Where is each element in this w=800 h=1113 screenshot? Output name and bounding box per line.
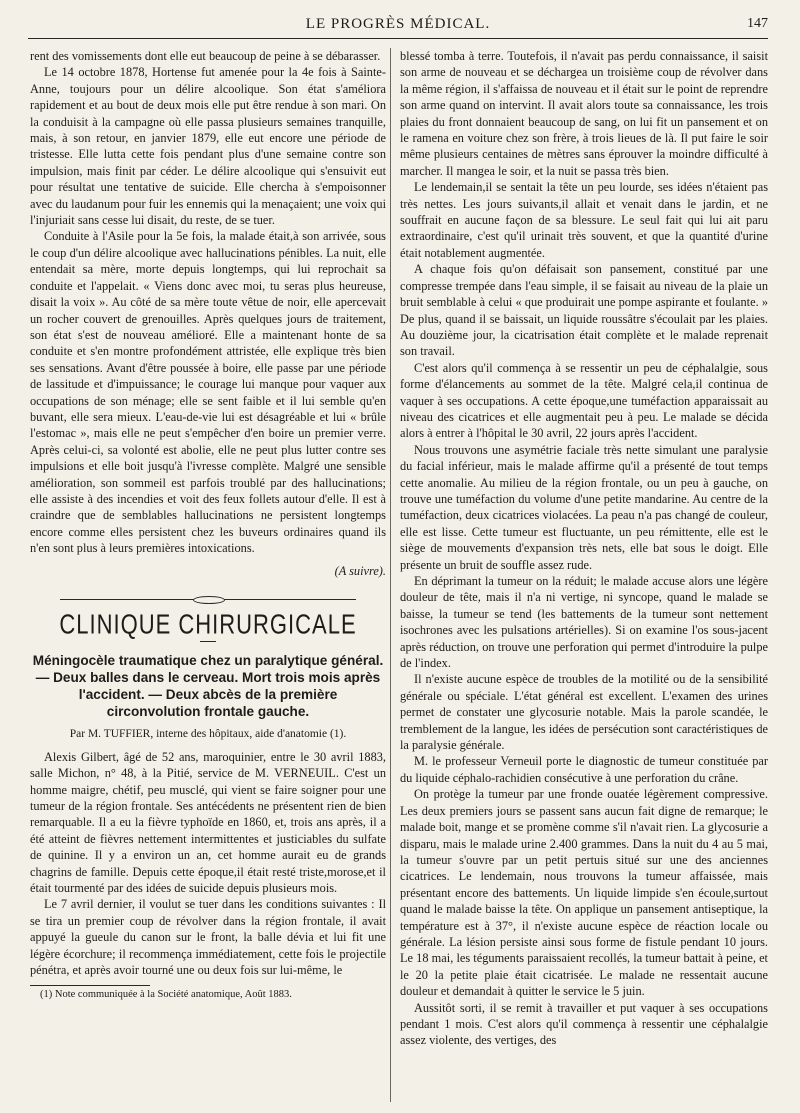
paragraph: Il n'existe aucune espèce de troubles de la motilité ou de la sensibilité générale ou spéciale. L'état général est excellent. L'examen des urines permet de constater une glycosurie notable. Mais la parole scandée, le tremblement de la langue, les idées de persécution sont caractéristiques de la paralysie générale. [400, 672, 768, 753]
journal-title: LE PROGRÈS MÉDICAL. [305, 16, 491, 32]
paragraph: Le 7 avril dernier, il voulut se tuer dans les conditions suivantes : Il se tira un premier coup de révolver dans la région frontale, il avait appuyé la gueule du canon sur le front, la balle dévia et lui fit une légère écorchure; il recommença immédiatement, cette fois le projectile pénétra, et après avoir tourné une ou deux fois sur lui-même, le [30, 897, 386, 978]
right-column [400, 48, 768, 1049]
left-column [30, 48, 386, 1001]
paragraph: A chaque fois qu'on défaisait son pansement, constitué par une compresse trempée dans l'eau simple, il se faisait au niveau de la plaie un bruit semblable à celui « que produirait une pompe aspirante et foulante. » De plus, quand il se baissait, un liquide roussâtre s'écoulait par les plaies. Au douzième jour, la cicatrisation était complète et le malade reprenait son travail. [400, 262, 768, 359]
paragraph: rent des vomissements dont elle eut beaucoup de peine à se débarasser. [30, 49, 381, 63]
running-header [28, 14, 768, 39]
paragraph: Nous trouvons une asymétrie faciale très nette simulant une paralysie du facial inférieur, mais le malade affirme qu'il a présenté de tout temps cette anomalie. Au milieu de la région frontale, ou un peu à gauche, on trouve une tuméfaction du volume d'une petite mandarine. Au centre de la tuméfaction, deux cicatrices violacées. La peau n'a pas changé de couleur, elle est lisse. Cette tumeur est fluctuante, un peu rémittente, elle est le siège de mouvements d'expansion très nets, elle bat sous le doigt. Elle présente un bruit de souffle assez rude. [400, 442, 768, 572]
paragraph: On protège la tumeur par une fronde ouatée légèrement compressive. Les deux premiers jours se passent sans aucun fait digne de remarque; le malade boit, mange et se promène comme s'il n'avait rien. La glycosurie a disparu, mais le malade urine 2.400 grammes. Dans la nuit du 4 au 5 mai, la tumeur s'ouvre par un petit pertuis situé sur une des anciennes cicatrices. Le lendemain, nous trouvons la tumeur affaissée, mais présentant encore des battements. Un liquide limpide s'en écoule,surtout quand le malade baisse la tête. On applique un pansement antiseptique, la température est à 37°, il n'existe aucune espèce de réaction locale ou générale. La lésion persiste ainsi sous forme de fistule pendant 10 jours. Le 18 mai, les téguments paraissaient recollés, la tumeur battait à peine, et le 20 la petite plaie était cicatrisée. Le malade ne ressentait aucune douleur et demandait à quitter le service le 5 juin. [400, 787, 768, 999]
paragraph: C'est alors qu'il commença à se ressentir un peu de céphalalgie, sous forme d'élancements au sommet de la tête. Malgré cela,il continua de vaquer à ses occupations. A cette époque,une tuméfaction apparaissait au niveau des cicatrices et elle augmentait peu à peu. Le malade se décida alors à entrer à l'hôpital le 30 avril, 22 jours après l'accident. [400, 360, 768, 441]
continuation-note: (A suivre). [334, 563, 386, 578]
short-rule [200, 641, 216, 642]
article-title: Méningocèle traumatique chez un paralytique général. — Deux balles dans le cerveau. Mort trois mois après l'accident. — Deux abcès de la première circonvolution frontale gauche. [32, 653, 384, 720]
section-title: CLINIQUE CHIRURGICALE [59, 608, 357, 640]
paragraph: Le 14 octobre 1878, Hortense fut amenée pour la 4e fois à Sainte-Anne, toujours pour un délire alcoolique. Son état s'améliora rapidement et au bout de deux mois elle put être rendue à son mari. On la conduisit à la campagne où elle passa plusieurs semaines tranquille, mais, à son retour, en janvier 1879, elle eut encore une période de tristesse. Elle lutta cette fois pendant plus d'une semaine contre son impulsion, mais finit par céder. Le délire alcoolique qui s'ensuivit eut pour résultat une tentative de suicide. Elle chercha à s'empoisonner avec du laudanum pour fuir les ennemis qui la menaçaient; une voix qui l'injuriait sans cesse lui disait, du reste, de se tuer. [30, 65, 386, 228]
paragraph: Le lendemain,il se sentait la tête un peu lourde, ses idées n'étaient pas très nettes. Les jours suivants,il allait et venait dans le jardin, et ne souffrait en aucune façon de sa blessure. Le seul fait qui lui ait paru extraordinaire, c'est qu'il urinait très souvent, et que la quantité d'urine était notablement augmentée. [400, 180, 768, 260]
column-divider [390, 48, 391, 1102]
footnote-rule [30, 985, 150, 986]
paragraph: En déprimant la tumeur on la réduit; le malade accuse alors une légère douleur de tête, mais il n'a ni vertige, ni syncope, quand le malade se baisse, la tumeur se tend (les battements de la tumeur sont nettement isochrones avec les pulsations artérielles). Si on examine l'os sous-jacent après réduction, on trouve une perforation qui permet d'introduire la pulpe de l'index. [400, 574, 768, 671]
paragraph: M. le professeur Verneuil porte le diagnostic de tumeur constituée par du liquide céphalo-rachidien consécutive à une perforation du crâne. [400, 754, 768, 785]
paragraph: Conduite à l'Asile pour la 5e fois, la malade était,à son arrivée, sous le coup d'un délire alcoolique avec hallucinations pénibles. La nuit, elle entendait sa mère, morte depuis longtemps, qui lui reprochait sa conduite et l'appelait. « Viens donc avec moi, tu seras plus heureuse, disait la voix ». Au côté de sa mère toute vêtue de noir, elle apercevait un rocher couvert de grenouilles. Après quelques jours de traitement, son état s'est de nouveau amélioré. Elle a maintenant honte de sa conduite et s'en montre profondément attristée, elle explique très bien ses sensations. Avant d'être poussée à boire, elle passe par une période de lassitude et d'impuissance; le courage lui manque pour vaquer aux occupations de son ménage; elle se sent faible et il lui semble qu'en buvant, elle sera mieux. L'eau-de-vie lui est désagréable et lui « brûle l'estomac », mais elle ne peut s'empêcher d'en boire un premier verre. Après celui-ci, sa volonté est abolie, elle ne peut plus lutter contre ses impulsions et elle boit jusqu'à l'ivresse complète. Malgré une sensible amélioration, son sommeil est parfois troublé par des hallucinations; elle assiste à des incendies et voit des feux follets autour d'elle. Il est à craindre que de semblables hallucinations ne persistent longtemps encore comme elles persistent chez les buveurs ordinaires quand ils n'en sont plus à leurs premières intoxications. [30, 229, 386, 556]
byline: Par M. TUFFIER, interne des hôpitaux, aide d'anatomie (1). [69, 728, 347, 741]
ornamental-divider [60, 593, 356, 607]
footnote: (1) Note communiquée à la Société anatomique, Août 1883. [40, 988, 292, 1000]
paragraph: Aussitôt sorti, il se remit à travailler et put vaquer à ses occupations pendant 1 mois. C'est alors qu'il commença à ressentir une céphalalgie assez violente, des vertiges, des [400, 1000, 768, 1048]
page-number: 147 [747, 16, 768, 31]
paragraph: blessé tomba à terre. Toutefois, il n'avait pas perdu connaissance, il saisit son arme de nouveau et se déchargea un troisième coup de révolver dans la même région, il s'affaissa de nouveau et il était sur le point de reprendre son arme quand on intervint. Il avait alors toute sa connaissance, les trois plaies du front donnaient beaucoup de sang, on lui fit un pansement et on le ramena en voiture chez son frère, à trois lieues de là. Il put faire le soir même plusieurs centaines de mètres sans éprouver la moindre difficulté à marcher. Il mangea le soir, et la nuit se passa très bien. [400, 49, 768, 178]
paragraph: Alexis Gilbert, âgé de 52 ans, maroquinier, entre le 30 avril 1883, salle Michon, n° 48, à la Pitié, service de M. VERNEUIL. C'est un homme maigre, chétif, peu musclé, qui vient se faire soigner pour une tumeur de la région frontale. Ses antécédents ne présentent rien de bien remarquable. Il a eu la fièvre typhoïde en 1860, et, trois ans après, il a été atteint de fièvres nettement intermittentes et justiciables du sulfate de quinine. Il y a environ un an, cet homme aurait eu de grands chagrins de famille. Depuis cette époque,il était resté triste,morose,et il était tourmenté par des idées de suicide depuis plusieurs mois. [30, 749, 386, 896]
